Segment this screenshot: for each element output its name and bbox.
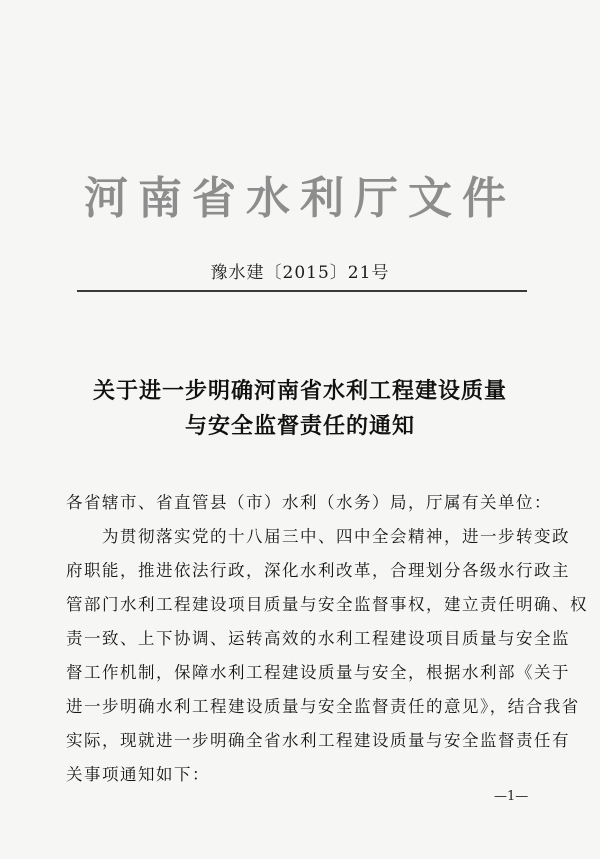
- document-title-line-2: 与安全监督责任的通知: [184, 413, 415, 439]
- page-number: —1—: [494, 789, 529, 804]
- body-line-2: 府职能，推进依法行政，深化水利改革，合理划分各级水行政主: [66, 561, 570, 580]
- body-line-7: 实际，现就进一步明确全省水利工程建设质量与安全监督责任有: [66, 731, 570, 750]
- header-divider: [77, 290, 527, 292]
- body-line-8: 关事项通知如下：: [66, 765, 210, 784]
- body-line-3: 管部门水利工程建设项目质量与安全监督事权，建立责任明确、权: [66, 595, 588, 614]
- document-number: 豫水建〔2015〕21号: [210, 263, 390, 283]
- body-line-1: 为贯彻落实党的十八届三中、四中全会精神，进一步转变政: [102, 527, 570, 546]
- body-line-5: 督工作机制，保障水利工程建设质量与安全，根据水利部《关于: [66, 663, 570, 682]
- body-line-4: 责一致、上下协调、运转高效的水利工程建设项目质量与安全监: [66, 629, 570, 648]
- body-line-6: 进一步明确水利工程建设质量与安全监督责任的意见》，结合我省: [66, 697, 580, 716]
- salutation: 各省辖市、省直管县（市）水利（水务）局，厅属有关单位：: [66, 493, 552, 512]
- document-title-line-1: 关于进一步明确河南省水利工程建设质量: [92, 378, 507, 404]
- issuer-header: 河南省水利厅文件: [84, 173, 516, 224]
